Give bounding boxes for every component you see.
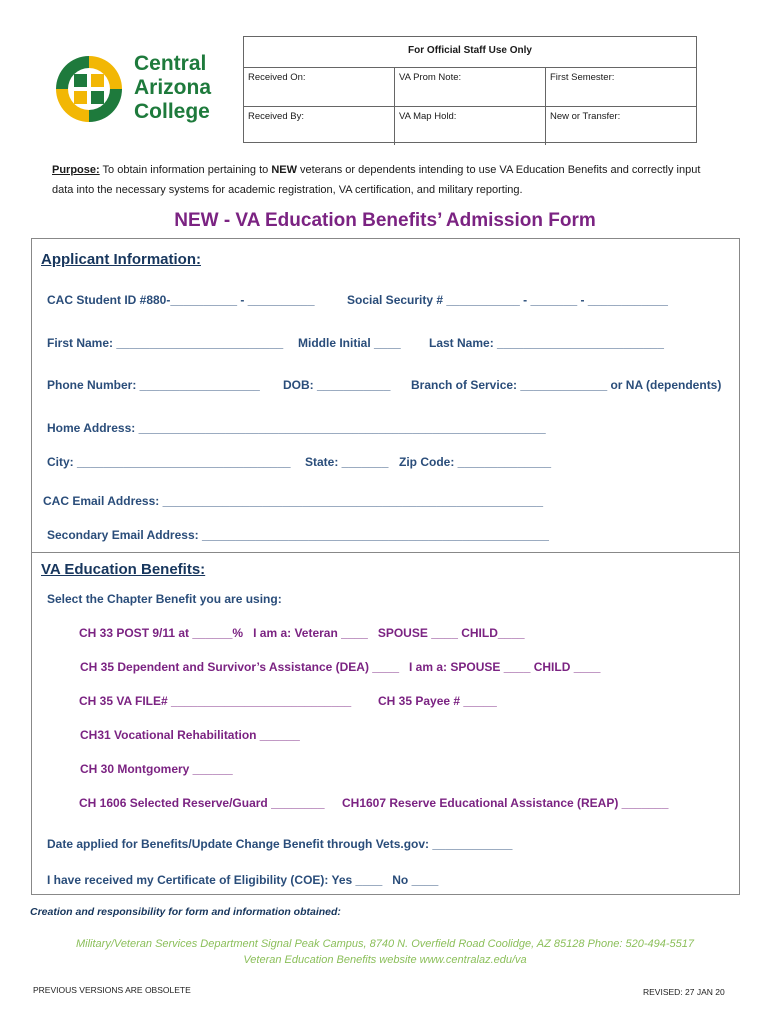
ch1607-option[interactable]: CH1607 Reserve Educational Assistance (REAP) _______ <box>342 796 669 810</box>
contact-line-1: Military/Veteran Services Department Signal Peak Campus, 8740 N. Overfield Road Coolidge, AZ 85128 Phone: 520-494-5517 <box>76 938 694 950</box>
select-chapter-prompt: Select the Chapter Benefit you are using: <box>47 592 282 606</box>
zip-code-field[interactable]: Zip Code: ______________ <box>399 455 552 469</box>
secondary-email-field[interactable]: Secondary Email Address: ____________________________________________________ <box>47 528 549 542</box>
logo-line-1: Central <box>134 52 207 75</box>
cac-email-field[interactable]: CAC Email Address: _________________________________________________________ <box>43 494 543 508</box>
ch35-va-file-field[interactable]: CH 35 VA FILE# ___________________________ <box>79 694 352 708</box>
first-semester-field[interactable]: First Semester: <box>550 72 615 83</box>
ch33-option[interactable]: CH 33 POST 9/11 at ______% I am a: Veteran ____ SPOUSE ____ CHILD____ <box>79 626 525 640</box>
official-staff-table <box>243 36 697 143</box>
date-applied-field[interactable]: Date applied for Benefits/Update Change Benefit through Vets.gov: ____________ <box>47 837 513 851</box>
received-on-field[interactable]: Received On: <box>244 68 395 106</box>
purpose-label: Purpose: <box>52 164 100 176</box>
logo-line-3: College <box>134 100 210 123</box>
contact-info <box>0 936 770 968</box>
last-name-field[interactable]: Last Name: _________________________ <box>429 336 664 350</box>
benefits-section-heading: VA Education Benefits: <box>41 561 206 578</box>
ch30-option[interactable]: CH 30 Montgomery ______ <box>80 762 233 776</box>
purpose-text-before: To obtain information pertaining to <box>99 164 272 176</box>
city-field[interactable]: City: ________________________________ <box>47 455 291 469</box>
dob-field[interactable]: DOB: ___________ <box>283 378 391 392</box>
branch-of-service-field[interactable]: Branch of Service: _____________ or NA (dependents) <box>411 378 722 392</box>
logo-line-2: Arizona <box>134 76 212 99</box>
revised-date: REVISED: 27 JAN 20 <box>643 987 725 997</box>
first-name-field[interactable]: First Name: _________________________ <box>47 336 284 350</box>
contact-line-2: Veteran Education Benefits website www.centralaz.edu/va <box>243 954 527 966</box>
va-prom-note-field[interactable]: VA Prom Note: <box>395 68 546 106</box>
purpose-paragraph <box>52 160 722 200</box>
purpose-text-after: veterans or dependents intending to use VA Education Benefits and correctly input data into the necessary systems for academic registration, VA certification, and military reporting. <box>52 164 701 196</box>
received-by-field[interactable]: Received By: <box>244 107 395 145</box>
college-logo <box>52 50 232 130</box>
ch1606-option[interactable]: CH 1606 Selected Reserve/Guard ________ <box>79 796 325 810</box>
creation-note: Creation and responsibility for form and information obtained: <box>30 906 341 918</box>
coe-field[interactable]: I have received my Certificate of Eligibility (COE): Yes ____ No ____ <box>47 873 439 887</box>
ch31-option[interactable]: CH31 Vocational Rehabilitation ______ <box>80 728 300 742</box>
obsolete-notice: PREVIOUS VERSIONS ARE OBSOLETE <box>33 985 191 995</box>
home-address-field[interactable]: Home Address: _____________________________________________________________ <box>47 421 546 435</box>
student-id-field[interactable]: CAC Student ID #880-__________ - __________ <box>47 293 315 307</box>
logo-wordmark <box>134 52 211 124</box>
logo-mark-icon <box>52 52 126 126</box>
state-field[interactable]: State: _______ <box>305 455 389 469</box>
form-title: NEW - VA Education Benefits’ Admission Form <box>174 210 596 231</box>
section-divider <box>31 552 740 553</box>
ch35-payee-field[interactable]: CH 35 Payee # _____ <box>378 694 497 708</box>
staff-table-heading: For Official Staff Use Only <box>244 37 696 68</box>
middle-initial-field[interactable]: Middle Initial ____ <box>298 336 401 350</box>
applicant-section-heading: Applicant Information: <box>41 251 201 268</box>
staff-table-row <box>244 107 696 145</box>
purpose-emphasis: NEW <box>271 164 297 176</box>
new-or-transfer-field[interactable]: New or Transfer: <box>550 111 621 122</box>
phone-field[interactable]: Phone Number: __________________ <box>47 378 260 392</box>
staff-table-row <box>244 68 696 107</box>
ssn-field[interactable]: Social Security # ___________ - _______ - ____________ <box>347 293 668 307</box>
va-map-hold-field[interactable]: VA Map Hold: <box>395 107 546 145</box>
ch35-dea-option[interactable]: CH 35 Dependent and Survivor’s Assistance (DEA) ____ I am a: SPOUSE ____ CHILD ____ <box>80 660 601 674</box>
